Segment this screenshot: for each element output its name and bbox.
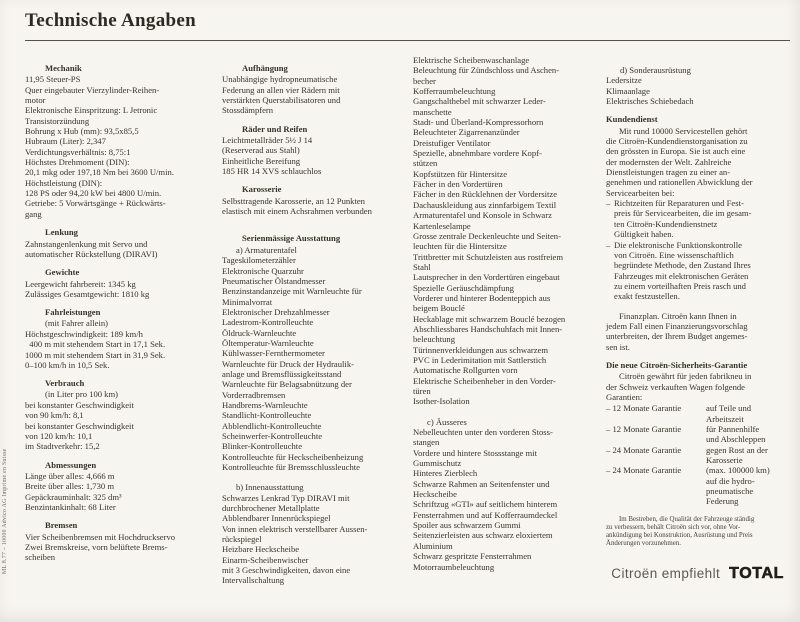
text-line: Lautsprecher in den Vordertüren eingebaut — [413, 272, 560, 283]
text-line: Türinnenverkleidungen aus schwarzem — [413, 344, 549, 355]
text-line: Länge über alles: 4,666 m — [25, 471, 115, 482]
text-line: Pneumatischer Ölstandmesser — [222, 275, 326, 286]
text-line: Leichtmetallräder 5½ J 14 — [222, 135, 313, 146]
page-title: Technische Angaben — [25, 10, 196, 31]
text-line: zu verbessern, behält Citroën sich vor, ohne Vor- — [606, 523, 741, 531]
text-line: Warnleuchte für Belagsabnützung der — [222, 379, 352, 390]
text-line: Schriftzug «GTI» auf seitlichem hinterem — [413, 499, 558, 510]
warranty-row — [606, 403, 790, 424]
text-block — [25, 74, 222, 219]
text-line: Nebelleuchten unter den vorderen Stoss- — [413, 427, 553, 438]
text-block — [25, 329, 222, 370]
text-line: Klimaanlage — [606, 85, 650, 96]
text-block — [222, 255, 413, 472]
text-line: Zwei Bremskreise, vorn belüftete Brems- — [25, 542, 168, 553]
text-block — [25, 532, 222, 563]
text-block — [222, 493, 413, 586]
section-heading: Kundendienst — [606, 114, 658, 125]
text-block — [25, 239, 222, 260]
text-line: Schwarze Rahmen an Seitenfenster und — [413, 478, 550, 489]
text-line: manschette — [413, 106, 452, 117]
warranty-duration: – 12 Monate Garantie — [606, 424, 682, 434]
section-heading: Mechanik — [45, 63, 82, 73]
text-line: Hubraum (Liter): 2,347 — [25, 136, 106, 147]
text-line: Höchstes Drehmoment (DIN): — [25, 157, 130, 168]
text-line: Citroën gewährt für jeden fabrikneu in — [619, 371, 752, 382]
footer-recommend-text: Citroën empfiehlt — [611, 566, 721, 581]
text-line: Tageskilometerzähler — [222, 255, 296, 266]
text-line: sen ist. — [606, 341, 630, 352]
text-line: und Abschleppen — [706, 434, 766, 445]
text-line: verstärkten Querstabilisatoren und — [222, 95, 341, 106]
text-line: den grössten in Europa. Sie ist auch eine — [606, 146, 746, 157]
text-line: Servicearbeiten bei: — [606, 187, 675, 198]
list-subheading: d) Sonderausrüstung — [620, 65, 691, 75]
text-line: Einarm-Scheibenwischer — [222, 554, 309, 565]
text-line: Elektrische Scheibenwaschanlage — [413, 55, 530, 65]
text-line: Verdichtungsverhältnis: 8,75:1 — [25, 146, 131, 157]
text-line: im Stadtverkehr: 15,2 — [25, 441, 100, 452]
spine-imprint-text: ML 8.77 – 10000 Advico AG Imprimé en Suisse — [2, 448, 8, 574]
text-line: Die elektronische Funktionskontrolle — [614, 239, 742, 250]
text-line: Spoiler aus schwarzem Gummi — [413, 520, 521, 531]
warranty-duration: – 24 Monate Garantie — [606, 465, 682, 476]
text-line: Zahnstangenlenkung mit Servo und — [25, 238, 148, 249]
text-line: Isother-Isolation — [413, 396, 470, 407]
text-line: Elektronische Einspritzung: L Jetronic — [25, 105, 158, 116]
warranty-row — [606, 424, 790, 445]
text-line: Heckscheibe — [413, 489, 457, 500]
text-line: Bohrung x Hub (mm): 93,5x85,5 — [25, 126, 139, 137]
text-line: 0–100 km/h in 10,5 Sek. — [25, 359, 110, 370]
text-line: bei konstanter Geschwindigkeit — [25, 420, 134, 431]
text-line: Elektrisches Schiebedach — [606, 96, 694, 107]
text-line: automatischer Rückstellung (DIRAVI) — [25, 248, 158, 259]
text-line: leuchten für die Hintersitze — [413, 241, 507, 252]
text-line: motor — [25, 95, 46, 106]
section-heading: Karosserie — [242, 184, 282, 195]
text-line: 185 HR 14 XVS schlauchlos — [222, 166, 322, 177]
section-heading: Aufhängung — [242, 63, 288, 73]
section-heading: Die neue Citroën-Sicherheits-Garantie — [606, 359, 748, 370]
text-line: Minimalvorrat — [222, 296, 273, 307]
column-2 — [222, 53, 413, 586]
section-heading-block — [222, 63, 413, 73]
text-line: Vordere und hintere Stossstange mit — [413, 447, 537, 458]
text-line: Benzintankinhalt: 68 Liter — [25, 502, 116, 513]
text-line: Öltemperatur-Warnleuchte — [222, 337, 314, 348]
text-line: ten Citroën-Kundendienstnetz — [614, 218, 718, 229]
text-line: Spezielle, abnehmbare vordere Kopf- — [413, 148, 542, 159]
text-line: Stadt- und Überland-Kompressorhorn — [413, 117, 544, 128]
list-subheading: b) Innenausstattung — [236, 482, 304, 493]
text-line: von 120 km/h: 10,1 — [25, 431, 93, 441]
section-heading: Räder und Reifen — [242, 123, 308, 134]
text-line: Änderungen vorzunehmen. — [606, 540, 682, 548]
warranty-coverage — [706, 424, 790, 445]
text-line: preis für Servicearbeiten, die im gesam- — [614, 208, 752, 219]
text-line: Stahl — [413, 261, 431, 272]
text-line: Finanzplan. Citroën kann Ihnen in — [619, 310, 737, 321]
footer — [611, 565, 784, 583]
text-line: Ledersitze — [606, 75, 642, 86]
text-line: Armaturentafel und Konsole in Schwarz — [413, 210, 552, 221]
total-logo: TOTAL — [729, 565, 784, 582]
text-line: Mit rund 10000 Servicestellen gehört — [619, 125, 748, 136]
text-line: Dachauskleidung aus zinnfarbigem Textil — [413, 199, 557, 210]
text-line: Quer eingebauter Vierzylinder-Reihen- — [25, 84, 160, 95]
text-line: Spezielle Geräuschdämpfung — [413, 282, 514, 293]
text-line: Grosse zentrale Deckenleuchte und Seiten- — [413, 230, 561, 241]
dash-marker: – — [606, 239, 611, 250]
text-line: Kontrolleuchte für Bremsschlussleuchte — [222, 462, 360, 473]
warranty-coverage — [706, 465, 790, 506]
text-line: Arbeitszeit — [706, 413, 744, 424]
section-heading: Gewichte — [45, 267, 80, 278]
text-line: PVC in Lederimitation mit Sattlerstich — [413, 354, 547, 365]
text-line: Warnleuchte für Druck der Hydraulik- — [222, 358, 354, 369]
text-line: Fahrzeuges mit elektronischen Geräten — [614, 270, 749, 281]
text-line: Elektrische Scheibenheber in den Vorder- — [413, 375, 556, 386]
section-heading-block — [222, 233, 413, 243]
warranty-coverage — [706, 403, 790, 424]
section-heading-block — [25, 227, 222, 237]
section-heading-block — [25, 267, 222, 277]
text-line: 400 m mit stehendem Start in 17,1 Sek. — [25, 339, 166, 350]
text-line: Einheitliche Bereifung — [222, 155, 301, 166]
text-line: Seitenzierleisten aus schwarz eloxiertem — [413, 530, 553, 541]
dash-item — [606, 198, 790, 239]
warranty-coverage — [706, 445, 790, 466]
text-block — [606, 311, 790, 352]
text-line: Breite über alles: 1,730 m — [25, 481, 115, 492]
text-line: exakt festzustellen. — [614, 291, 680, 302]
text-line: Dreistufiger Ventilator — [413, 137, 491, 148]
text-line: Vorderradbremsen — [222, 389, 286, 400]
text-line: Kartenleselampe — [413, 220, 471, 231]
text-line: Handbrems-Warnleuchte — [222, 399, 308, 410]
text-line: beigem Bouclé — [413, 303, 465, 314]
text-line: Heizbare Heckscheibe — [222, 544, 300, 555]
section-heading-block — [25, 307, 222, 328]
section-heading: Verbrauch — [45, 378, 85, 389]
section-heading-sub: (in Liter pro 100 km) — [45, 388, 119, 399]
text-line: Im Bestreben, die Qualität der Fahrzeuge ständig — [619, 515, 755, 523]
text-line: Kontrolleuchte für Heckscheibenheizung — [222, 451, 364, 462]
text-line: bei konstanter Geschwindigkeit — [25, 399, 134, 410]
text-line: Scheinwerfer-Kontrolleuchte — [222, 431, 323, 441]
text-line: Richtzeiten für Reparaturen und Fest- — [614, 198, 744, 209]
section-heading-block — [25, 63, 222, 73]
warranty-duration: – 12 Monate Garantie — [606, 403, 682, 414]
text-line: Dienstleistungen tragen zu einer an- — [606, 167, 731, 178]
text-line: Zulässiges Gesamtgewicht: 1810 kg — [25, 288, 150, 299]
text-line: türen — [413, 386, 431, 396]
text-line: auf Teile und — [706, 403, 752, 414]
text-line: unterbreiten, der Ihrem Budget angemes- — [606, 331, 748, 342]
text-line: Abschliessbares Handschuhfach mit Innen- — [413, 323, 563, 334]
text-line: Standlicht-Kontrolleuchte — [222, 410, 312, 421]
text-line: Karosserie — [706, 455, 743, 466]
text-line: Kopfstützen für Hintersitze — [413, 168, 508, 179]
text-line: Vorderer und hinterer Bodenteppich aus — [413, 292, 551, 303]
text-line: für Pannenhilfe — [706, 424, 760, 434]
text-line: pneumatische — [706, 486, 754, 497]
warranty-duration: – 24 Monate Garantie — [606, 444, 682, 455]
text-line: becher — [413, 75, 436, 86]
text-line: Trittbretter mit Schutzleisten aus rostfreiem — [413, 251, 564, 262]
section-heading-block — [25, 378, 222, 399]
column-3 — [413, 53, 606, 586]
text-line: Beleuchtung für Zündschloss und Aschen- — [413, 65, 560, 76]
text-line: scheiben — [25, 552, 56, 563]
text-line: Getriebe: 5 Vorwärtsgänge + Rückwärts- — [25, 198, 166, 209]
text-line: Gummischutz — [413, 458, 462, 469]
text-line: Motorraumbeleuchtung — [413, 561, 495, 572]
text-line: ankündigung bei Konstruktion, Ausrüstung und Preis — [606, 531, 753, 539]
text-block — [413, 427, 606, 572]
text-line: mit 3 Geschwindigkeiten, davon eine — [222, 565, 351, 576]
column-4 — [606, 53, 790, 586]
text-line: Kofferraumbeleuchtung — [413, 86, 496, 97]
text-line: (max. 100000 km) — [706, 465, 770, 476]
text-line: von Citroën. Eine wissenschaftlich — [614, 249, 734, 260]
section-heading: Serienmässige Ausstattung — [242, 233, 341, 244]
text-line: Heckablage mit schwarzem Bouclé bezogen — [413, 313, 566, 324]
text-line: stützen — [413, 158, 438, 169]
text-line: Gangschalthebel mit schwarzer Leder- — [413, 96, 546, 107]
text-line: elastisch mit einem Achsrahmen verbunden — [222, 206, 372, 217]
text-line: Öldruck-Warnleuchte — [222, 327, 297, 338]
section-heading-block — [222, 184, 413, 194]
dash-marker: – — [606, 198, 611, 209]
text-line: durchbrochener Metallplatte — [222, 503, 320, 514]
text-line: Fächer in den Rücklehnen der Vordersitze — [413, 189, 558, 200]
text-line: Fächer in den Vordertüren — [413, 179, 503, 190]
text-line: Schwarz gespritzte Fensterrahmen — [413, 551, 532, 562]
text-block — [222, 74, 413, 115]
text-block — [25, 279, 222, 300]
text-block — [222, 135, 413, 176]
fineprint-block — [606, 516, 790, 548]
text-line: zu einem vorteilhaften Preis rasch und — [614, 280, 746, 291]
text-line: Unabhängige hydropneumatische — [222, 74, 338, 85]
dash-item-body — [614, 240, 790, 302]
text-line: Vier Scheibenbremsen mit Hochdruckservo — [25, 531, 176, 542]
text-line: Höchstleistung (DIN): — [25, 177, 103, 188]
text-line: 11,95 Steuer-PS — [25, 74, 81, 85]
text-block — [606, 75, 790, 106]
text-line: der Schweiz verkauften Wagen folgende — [606, 381, 745, 392]
text-line: Blinker-Kontrolleuchte — [222, 441, 303, 452]
text-line: begründete Methode, den Zustand Ihres — [614, 260, 751, 271]
section-heading-block — [25, 460, 222, 470]
text-line: gegen Rost an der — [706, 444, 768, 455]
text-line: jedem Fall einen Finanzierungsvorschlag — [606, 320, 748, 331]
text-line: genehmen und rationellen Abwicklung der — [606, 177, 753, 188]
text-line: Leergewicht fahrbereit: 1345 kg — [25, 278, 136, 289]
list-subheading: a) Armaturentafel — [236, 244, 297, 255]
text-line: Aluminium — [413, 540, 453, 551]
section-heading: Bremsen — [45, 520, 78, 531]
text-block — [25, 471, 222, 512]
text-line: Benzinstandanzeige mit Warnleuchte für — [222, 286, 362, 297]
text-line: Beleuchteter Zigarrenanzünder — [413, 127, 520, 138]
text-line: Hinteres Zierblech — [413, 468, 478, 479]
text-line: 1000 m mit stehendem Start in 31,9 Sek. — [25, 349, 166, 360]
section-heading: Abmessungen — [45, 459, 97, 470]
text-line: gang — [25, 208, 42, 219]
text-line: Abblendlicht-Kontrolleuchte — [222, 420, 322, 431]
text-line: stangen — [413, 437, 440, 448]
text-line: die Citroën-Kundendienstorganisation zu — [606, 136, 748, 147]
text-line: 128 PS oder 94,20 kW bei 4800 U/min. — [25, 188, 162, 199]
text-line: Garantien: — [606, 391, 643, 402]
text-line: auf die hydro- — [706, 475, 755, 486]
text-line: Elektronische Quarzuhr — [222, 265, 304, 276]
section-heading-block — [606, 114, 790, 124]
section-heading: Lenkung — [45, 227, 78, 238]
text-line: Fensterrahmen und auf Kofferraumdeckel — [413, 509, 558, 520]
list-subheading: c) Äusseres — [427, 416, 467, 427]
text-line: rückspiegel — [222, 534, 262, 545]
text-line: Automatische Rollgurten vorn — [413, 365, 518, 376]
text-block — [606, 126, 790, 198]
text-line: Intervallschaltung — [222, 575, 285, 586]
text-line: beleuchtung — [413, 334, 455, 345]
text-line: Schwarzes Lenkrad Typ DIRAVI mit — [222, 492, 350, 503]
text-line: Gepäckrauminhalt: 325 dm³ — [25, 491, 122, 502]
column-1 — [25, 53, 222, 586]
section-heading-sub: (mit Fahrer allein) — [45, 317, 108, 328]
text-line: Höchstgeschwindigkeit: 189 km/h — [25, 328, 143, 339]
text-line: Transistorzündung — [25, 115, 90, 126]
text-line: 20,1 mkg oder 197,18 Nm bei 3600 U/min. — [25, 167, 174, 178]
text-block — [606, 371, 790, 402]
text-line: (Reserverad aus Stahl) — [222, 145, 300, 156]
dash-item — [606, 240, 790, 302]
text-line: Von innen elektrisch verstellbarer Aussen- — [222, 523, 368, 534]
text-line: Kühlwasser-Fernthermometer — [222, 348, 325, 359]
text-line: Gültigkeit haben. — [614, 229, 674, 240]
warranty-row — [606, 465, 790, 506]
section-heading: Fahrleistungen — [45, 307, 101, 318]
section-heading-block — [222, 124, 413, 134]
spec-columns — [25, 53, 794, 586]
warranty-row — [606, 445, 790, 466]
text-line: anlage und Bremsflüssigkeitsstand — [222, 368, 342, 379]
text-line: Abblendbarer Innenrückspiegel — [222, 513, 331, 524]
text-line: Federung an allen vier Rädern mit — [222, 84, 340, 95]
text-line: Ladestrom-Kontrolleuchte — [222, 317, 314, 328]
text-line: Federung — [706, 496, 739, 507]
text-line: Stossdämpfern — [222, 105, 274, 116]
text-block — [222, 196, 413, 217]
text-line: der modernsten der Welt. Zahlreiche — [606, 156, 732, 167]
warranty-table — [606, 403, 790, 506]
text-block — [413, 55, 606, 407]
text-line: von 90 km/h: 8,1 — [25, 410, 84, 421]
title-divider — [25, 40, 790, 41]
section-heading-block — [25, 520, 222, 530]
text-line: Selbsttragende Karosserie, an 12 Punkten — [222, 195, 365, 206]
text-line: Elektronischer Drehzahlmesser — [222, 306, 330, 317]
section-heading-block — [606, 360, 790, 370]
text-block — [25, 400, 222, 452]
dash-item-body — [614, 198, 790, 239]
